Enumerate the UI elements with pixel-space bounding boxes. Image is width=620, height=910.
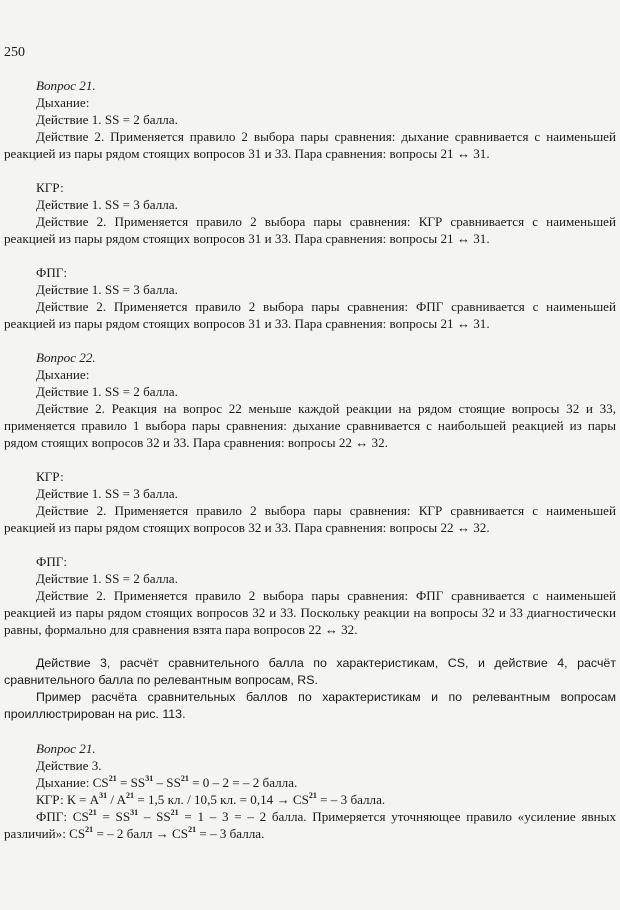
breath-heading: Дыхание: <box>36 367 90 382</box>
example-paragraph: Пример расчёта сравнительных баллов по характеристикам и по релевантным вопросам проиллюстрирован на рис. 113. <box>4 690 616 721</box>
action-2: Действие 2. Применяется правило 2 выбора пары сравнения: ФПГ сравнивается с наименьшей реакцией из пары рядом стоящих вопросов 31 и 33. Пара сравнения: вопросы 21 ↔ 31. <box>4 299 616 331</box>
action-1: Действие 1. SS = 2 балла. <box>36 384 178 399</box>
fpg-heading: ФПГ: <box>36 265 68 280</box>
question-22-title: Вопрос 22. <box>36 350 96 365</box>
question-21-title: Вопрос 21. <box>36 78 96 93</box>
action-1: Действие 1. SS = 3 балла. <box>36 486 178 501</box>
fpg-heading: ФПГ: <box>36 554 68 569</box>
action-1: Действие 1. SS = 3 балла. <box>36 197 178 212</box>
question-21-title: Вопрос 21. <box>36 741 96 756</box>
action-2: Действие 2. Применяется правило 2 выбора пары сравнения: КГР сравнивается с наименьшей реакцией из пары рядом стоящих вопросов 31 и 33. Пара сравнения: вопросы 21 ↔ 31. <box>4 214 616 246</box>
fpg-formula: ФПГ: $CS^{21} = SS^{31} - SS^{21} = 1 - 3$ = – 2 балла. Примеряется уточняющее правило «усиление явных различий»: CS$^{21}$ = – 2 балл → $CS^{21}$ = – 3 балла. <box>4 807 616 841</box>
action-2: Действие 2. Реакция на вопрос 22 меньше каждой реакции на рядом стоящие вопросы 32 и 33, применяется правило 1 выбора пары сравнения: дыхание сравнивается с наибольшей реакцией из пары рядом стоящих вопросов 32 и 33. Пара сравнения: вопросы 22 ↔ 32. <box>4 401 616 450</box>
action-3: Действие 3. <box>36 758 102 773</box>
action-2: Действие 2. Применяется правило 2 выбора пары сравнения: дыхание сравнивается с наименьшей реакцией из пары рядом стоящих вопросов 31 и 33. Пара сравнения: вопросы 21 ↔ 31. <box>4 129 616 161</box>
kgr-heading: КГР: <box>36 469 64 484</box>
action-1: Действие 1. SS = 2 балла. <box>36 112 178 127</box>
kgr-formula: КГР: $К = A^{31} / A^{21} = 1,5$ кл. / 10,5 кл. = $0,14 \to CS^{21}$ = – 3 балла. <box>36 790 386 807</box>
action-1: Действие 1. SS = 3 балла. <box>36 282 178 297</box>
breath-heading: Дыхание: <box>36 95 90 110</box>
page-number: 250 <box>4 45 25 60</box>
action-1: Действие 1. SS = 2 балла. <box>36 571 178 586</box>
action-2: Действие 2. Применяется правило 2 выбора пары сравнения: КГР сравнивается с наименьшей реакцией из пары рядом стоящих вопросов 32 и 33. Пара сравнения: вопросы 22 ↔ 32. <box>4 503 616 535</box>
action-2: Действие 2. Применяется правило 2 выбора пары сравнения: ФПГ сравнивается с наименьшей реакцией из пары рядом стоящих вопросов 32 и 33. Поскольку реакции на вопросы 32 и 33 диагностически равны, формально для сравнения взята пара вопросов 22 ↔ 32. <box>4 588 616 637</box>
kgr-heading: КГР: <box>36 180 64 195</box>
breath-formula: Дыхание: $CS^{21} = SS^{31} - SS^{21} = 0 - 2$ = – 2 балла. <box>36 773 298 790</box>
actions-3-4-paragraph: Действие 3, расчёт сравнительного балла по характеристикам, CS, и действие 4, расчёт сравнительного балла по релевантным вопросам, RS. <box>4 656 616 687</box>
page-body <box>4 77 616 842</box>
